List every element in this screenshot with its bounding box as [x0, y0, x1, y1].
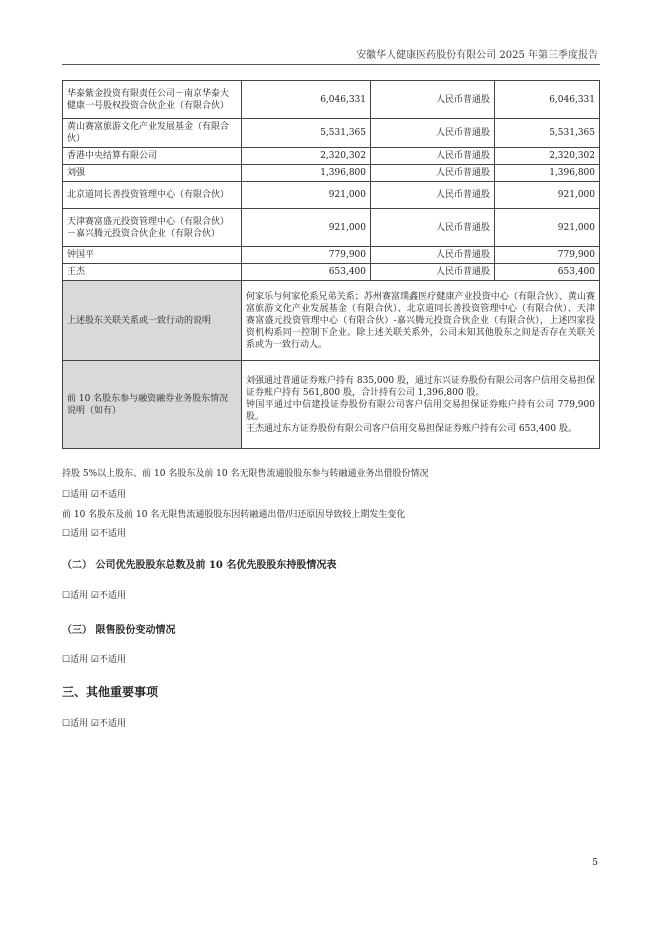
- holder-name: 黄山赛富旅游文化产业发展基金（有限合伙）: [63, 119, 242, 148]
- change-statement: 前 10 名股东及前 10 名无限售流通股股东因转融通出借/归还原因导致较上期发生变化: [62, 510, 406, 520]
- relation-text: 何家乐与何家伦系兄弟关系；苏州赛富璞鑫医疗健康产业投资中心（有限合伙）、黄山赛富旅游文化产业发展基金（有限合伙）、北京道同长善投资管理中心（有限合伙）、天津赛富盛元投资管理中心（有限合伙）-嘉兴腾元投资合伙企业（有限合伙），上述四家投资机构系同一控制下企业。除上述关联关系外，公司未知其他股东之间是否存在关联关系或为一致行动人。: [242, 281, 600, 361]
- share-qty: 5,531,365: [495, 119, 600, 148]
- shareholder-table: [62, 80, 600, 449]
- applicability-choice: ☐适用 ☑不适用: [62, 591, 126, 601]
- section-heading: 三、其他重要事项: [62, 685, 159, 699]
- margin-text: [242, 361, 600, 449]
- table-row: [63, 209, 600, 247]
- table-row: [63, 165, 600, 182]
- report-header: 安徽华人健康医药股份有限公司 2025 年第三季度报告: [356, 50, 598, 61]
- table-row: [63, 81, 600, 119]
- holder-qty: 653,400: [242, 264, 371, 281]
- margin-paragraph: 刘强通过普通证券账户持有 835,000 股，通过东兴证券股份有限公司客户信用交易担保证券账户持有 561,800 股，合计持有公司 1,396,800 股。: [246, 375, 595, 398]
- share-type: 人民币普通股: [371, 148, 495, 165]
- table-row: [63, 119, 600, 148]
- margin-paragraph: 王杰通过东方证券股份有限公司客户信用交易担保证券账户持有公司 653,400 股。: [246, 423, 577, 434]
- share-type: 人民币普通股: [371, 81, 495, 119]
- share-qty: 2,320,302: [495, 148, 600, 165]
- holder-qty: 779,900: [242, 247, 371, 264]
- header-divider: [62, 64, 600, 65]
- share-type: 人民币普通股: [371, 182, 495, 209]
- share-qty: 1,396,800: [495, 165, 600, 182]
- section-heading: （二） 公司优先股股东总数及前 10 名优先股股东持股情况表: [62, 560, 337, 571]
- applicability-choice: ☐适用 ☑不适用: [62, 719, 126, 729]
- holder-qty: 1,396,800: [242, 165, 371, 182]
- holder-qty: 921,000: [242, 209, 371, 247]
- holder-qty: 6,046,331: [242, 81, 371, 119]
- share-qty: 921,000: [495, 209, 600, 247]
- share-qty: 779,900: [495, 247, 600, 264]
- share-qty: 6,046,331: [495, 81, 600, 119]
- holder-name: 钟国平: [63, 247, 242, 264]
- section-heading: （三） 限售股份变动情况: [62, 625, 176, 636]
- share-type: 人民币普通股: [371, 247, 495, 264]
- table-row: [63, 264, 600, 281]
- share-type: 人民币普通股: [371, 264, 495, 281]
- holder-name: 天津赛富盛元投资管理中心（有限合伙）－嘉兴腾元投资合伙企业（有限合伙）: [63, 209, 242, 247]
- holder-name: 刘强: [63, 165, 242, 182]
- relation-row: [63, 281, 600, 361]
- holder-name: 王杰: [63, 264, 242, 281]
- share-type: 人民币普通股: [371, 165, 495, 182]
- page-number: 5: [592, 858, 598, 868]
- holder-name: 华泰紫金投资有限责任公司－南京华泰大健康一号股权投资合伙企业（有限合伙）: [63, 81, 242, 119]
- share-type: 人民币普通股: [371, 209, 495, 247]
- holder-name: 北京道同长善投资管理中心（有限合伙）: [63, 182, 242, 209]
- holder-qty: 921,000: [242, 182, 371, 209]
- lending-statement: 持股 5%以上股东、前 10 名股东及前 10 名无限售流通股股东参与转融通业务出借股份情况: [62, 469, 429, 479]
- share-qty: 921,000: [495, 182, 600, 209]
- relation-label: 上述股东关联关系或一致行动的说明: [63, 281, 242, 361]
- applicability-choice: ☐适用 ☑不适用: [62, 655, 126, 665]
- share-type: 人民币普通股: [371, 119, 495, 148]
- applicability-choice: ☐适用 ☑不适用: [62, 529, 126, 539]
- margin-paragraph: 钟国平通过中信建投证券股份有限公司客户信用交易担保证券账户持有公司 779,900 股。: [246, 399, 595, 422]
- table-row: [63, 247, 600, 264]
- holder-qty: 5,531,365: [242, 119, 371, 148]
- share-qty: 653,400: [495, 264, 600, 281]
- applicability-choice: ☐适用 ☑不适用: [62, 490, 126, 500]
- table-row: [63, 182, 600, 209]
- margin-label: 前 10 名股东参与融资融券业务股东情况说明（如有）: [63, 361, 242, 449]
- holder-name: 香港中央结算有限公司: [63, 148, 242, 165]
- holder-qty: 2,320,302: [242, 148, 371, 165]
- table-row: [63, 148, 600, 165]
- margin-row: [63, 361, 600, 449]
